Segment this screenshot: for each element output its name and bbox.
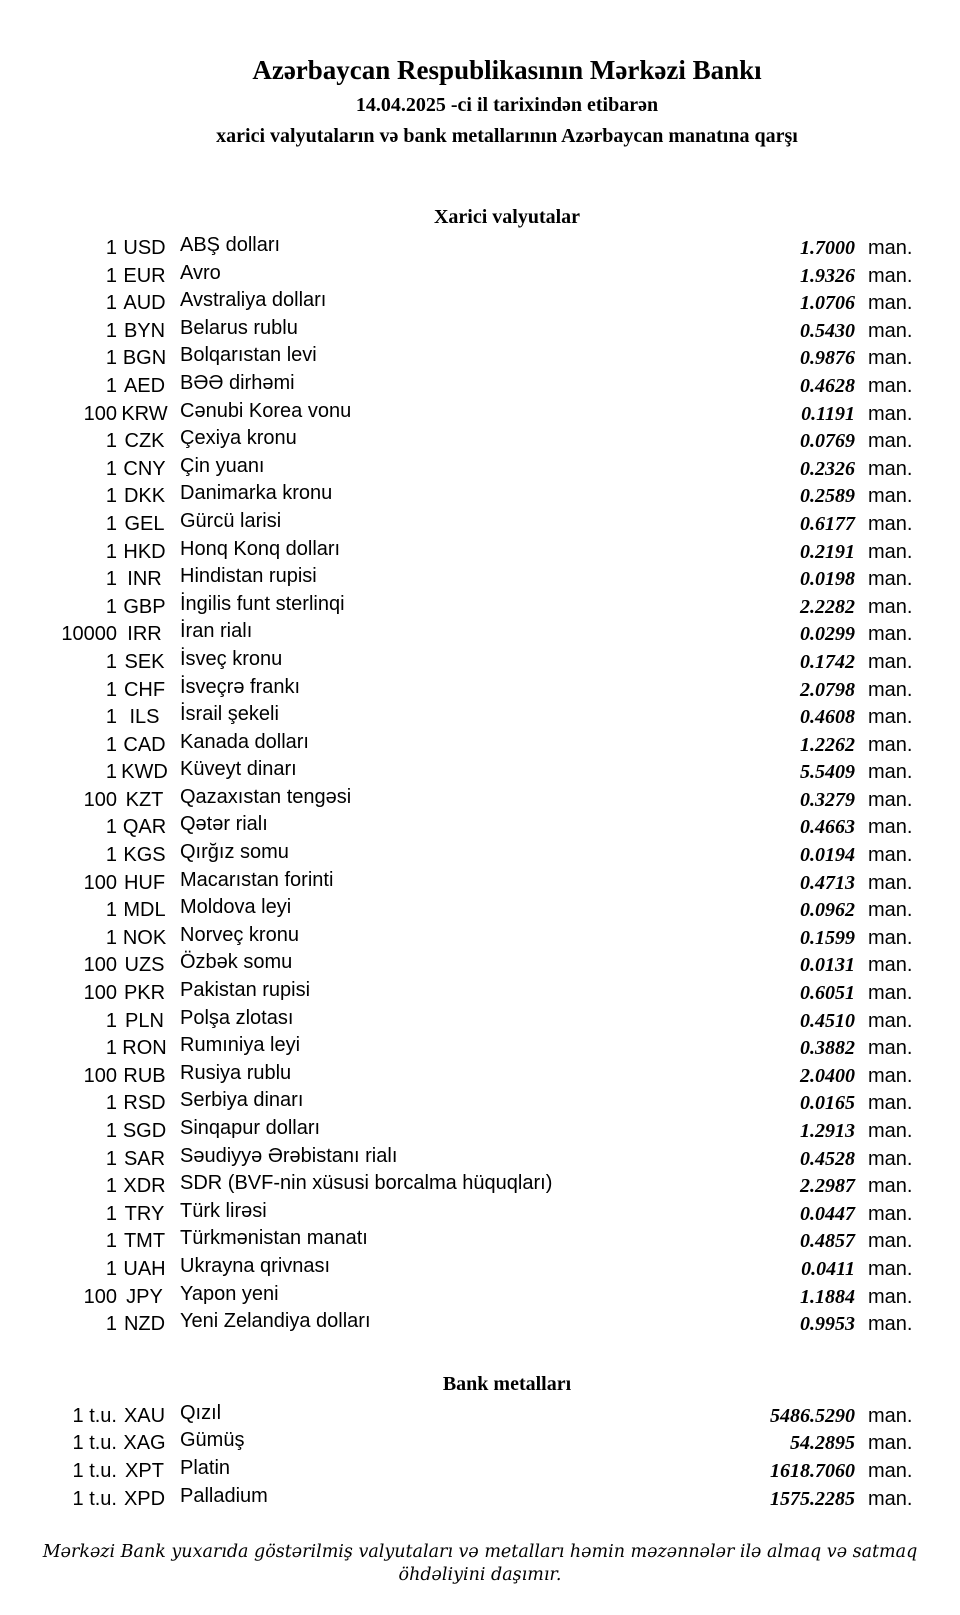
table-row [0, 566, 960, 594]
currency-name: Belarus rublu [180, 316, 298, 339]
currency-code: CHF [123, 678, 166, 701]
table-row [0, 814, 960, 842]
currency-name: Platin [180, 1456, 231, 1479]
quantity: 1 [105, 292, 117, 315]
currency-name: Ukrayna qrivnası [180, 1254, 331, 1277]
currency-name: Qırğız somu [180, 841, 289, 864]
quantity: 1 [105, 926, 117, 949]
rate-value: 2.0400 [800, 1064, 855, 1087]
table-row [0, 483, 960, 511]
quantity: 1 t.u. [72, 1459, 117, 1482]
rate-value: 0.9876 [800, 347, 855, 370]
currency-code: UZS [124, 954, 165, 977]
quantity: 1 [105, 1257, 117, 1280]
currency-code: AUD [123, 292, 166, 315]
unit-label: man. [868, 264, 913, 287]
date-line: 14.04.2025 -ci il tarixindən etibarən [355, 94, 659, 116]
table-row [0, 925, 960, 953]
rate-value: 0.0447 [800, 1202, 855, 1225]
currency-name: Danimarka kronu [180, 482, 333, 505]
rate-value: 2.2282 [800, 595, 855, 618]
rate-value: 0.4663 [800, 816, 855, 839]
currency-name: İsveç kronu [180, 647, 283, 670]
currency-name: Avro [180, 261, 221, 284]
rate-value: 1.7000 [800, 237, 855, 259]
currency-name: Cənubi Korea vonu [180, 399, 352, 422]
quantity: 100 [83, 954, 117, 977]
rate-value: 0.0131 [800, 954, 855, 977]
rate-value: 0.4628 [800, 374, 855, 397]
rate-value: 0.0198 [800, 568, 855, 591]
rate-value: 0.9953 [800, 1313, 855, 1336]
rate-value: 2.0798 [800, 678, 855, 701]
table-row [0, 1035, 960, 1063]
quantity: 1 [105, 1120, 117, 1142]
table-row [0, 621, 960, 649]
unit-label: man. [868, 1230, 913, 1253]
currency-code: TRY [124, 1202, 165, 1225]
unit-label: man. [868, 678, 913, 701]
quantity: 1 [105, 347, 117, 370]
subtitle: xarici valyutaların və bank metallarının Azərbaycan manatına qarşı [216, 125, 798, 147]
table-row [0, 263, 960, 291]
table-row [0, 842, 960, 870]
quantity: 1 [105, 1147, 117, 1170]
currency-code: BGN [122, 347, 167, 370]
currency-name: Polşa zlotası [180, 1006, 294, 1029]
currency-code: SAR [123, 1147, 166, 1170]
currency-code: XAG [123, 1432, 166, 1455]
currency-code: RSD [123, 1092, 166, 1115]
rate-value: 0.1191 [801, 402, 855, 425]
unit-label: man. [868, 982, 913, 1005]
table-row [0, 732, 960, 760]
currency-code: JPY [126, 1285, 163, 1308]
currency-name: Honq Konq dolları [180, 537, 341, 560]
currency-name: Qızıl [180, 1401, 222, 1424]
quantity: 1 [105, 568, 117, 591]
unit-label: man. [868, 1459, 913, 1482]
currency-code: TMT [123, 1230, 166, 1253]
currency-name: İran rialı [180, 620, 253, 643]
quantity: 1 [105, 485, 117, 508]
unit-label: man. [868, 347, 913, 370]
currency-name: Türk lirəsi [180, 1199, 267, 1222]
quantity: 1 [105, 430, 117, 453]
quantity: 1 [105, 1175, 117, 1198]
currency-name: Norveç kronu [180, 923, 299, 946]
quantity: 1 [105, 1202, 117, 1225]
rate-value: 5486.5290 [770, 1404, 855, 1427]
rate-value: 1618.7060 [770, 1459, 855, 1482]
section-title-metals: Bank metalları [442, 1372, 572, 1395]
unit-label: man. [868, 512, 913, 535]
rate-value: 5.5409 [800, 761, 855, 784]
quantity: 1 [105, 761, 117, 784]
currency-code: GBP [123, 595, 166, 618]
currency-name: Sinqapur dolları [180, 1117, 321, 1139]
unit-label: man. [868, 568, 913, 591]
table-row [0, 1486, 960, 1514]
currency-name: İngilis funt sterlinqi [180, 592, 345, 615]
table-row [0, 1063, 960, 1091]
quantity: 100 [83, 982, 117, 1005]
currency-name: Avstraliya dolları [180, 289, 327, 312]
table-row [0, 345, 960, 373]
table-row [0, 1403, 960, 1431]
currency-name: Yeni Zelandiya dolları [180, 1310, 371, 1333]
currency-name: Kanada dolları [180, 730, 309, 753]
unit-label: man. [868, 1120, 913, 1142]
table-row [0, 456, 960, 484]
quantity: 1 [105, 237, 117, 259]
unit-label: man. [868, 761, 913, 784]
quantity: 1 [105, 844, 117, 867]
table-row [0, 1008, 960, 1036]
unit-label: man. [868, 844, 913, 867]
unit-label: man. [868, 1092, 913, 1115]
currency-code: QAR [122, 816, 167, 839]
metals-table [0, 1403, 960, 1513]
currency-code: BYN [123, 319, 166, 342]
currency-code: SGD [122, 1120, 167, 1142]
table-row [0, 1146, 960, 1174]
unit-label: man. [868, 1257, 913, 1280]
quantity: 1 [105, 1037, 117, 1060]
currency-name: Çexiya kronu [180, 427, 297, 450]
table-row [0, 897, 960, 925]
rate-value: 0.0194 [800, 844, 855, 867]
currency-code: INR [127, 568, 162, 591]
unit-label: man. [868, 1285, 913, 1308]
rate-value: 0.6177 [800, 512, 855, 535]
table-row [0, 787, 960, 815]
currency-name: Türkmənistan manatı [180, 1227, 368, 1250]
currency-code: HKD [123, 540, 166, 563]
footer-disclaimer: Mərkəzi Bank yuxarıda göstərilmiş valyutaları və metalları həmin məzənnələr ilə almaq və satmaq öhdəliyini daşımır. [42, 1542, 918, 1586]
quantity: 1 t.u. [72, 1487, 117, 1510]
quantity: 1 [105, 650, 117, 673]
currency-name: Macarıstan forinti [180, 868, 334, 891]
currency-code: DKK [123, 485, 166, 508]
table-row [0, 870, 960, 898]
table-row [0, 1284, 960, 1312]
unit-label: man. [868, 1487, 913, 1510]
currency-code: UAH [123, 1257, 166, 1280]
unit-label: man. [868, 1404, 913, 1427]
unit-label: man. [868, 1037, 913, 1060]
unit-label: man. [868, 788, 913, 811]
rate-value: 0.0411 [801, 1257, 855, 1280]
quantity: 1 [105, 1230, 117, 1253]
quantity: 1 t.u. [72, 1432, 117, 1455]
table-row [0, 1118, 960, 1146]
unit-label: man. [868, 1009, 913, 1032]
currency-code: GEL [124, 512, 165, 535]
table-row [0, 759, 960, 787]
unit-label: man. [868, 1064, 913, 1087]
unit-label: man. [868, 430, 913, 453]
currency-code: CNY [123, 457, 166, 480]
section-title-currencies: Xarici valyutalar [433, 206, 581, 228]
table-row [0, 952, 960, 980]
quantity: 1 [105, 678, 117, 701]
currency-code: IRR [127, 623, 162, 646]
table-row [0, 428, 960, 456]
currency-code: XPD [123, 1487, 166, 1510]
currency-code: KRW [121, 402, 168, 425]
quantity: 1 t.u. [72, 1404, 117, 1427]
unit-label: man. [868, 623, 913, 646]
quantity: 100 [83, 1285, 117, 1308]
rate-value: 0.4528 [800, 1147, 855, 1170]
currency-name: Gürcü larisi [180, 509, 282, 532]
currency-code: CAD [123, 733, 166, 756]
unit-label: man. [868, 540, 913, 563]
currency-name: SDR (BVF-nin xüsusi borcalma hüquqları) [180, 1172, 553, 1195]
rate-value: 1.0706 [800, 292, 855, 315]
currency-name: Moldova leyi [180, 896, 292, 919]
table-row [0, 373, 960, 401]
currency-code: XDR [123, 1175, 166, 1198]
currency-name: Serbiya dinarı [180, 1089, 304, 1112]
currency-code: KZT [125, 788, 164, 811]
quantity: 1 [105, 595, 117, 618]
currency-name: Pakistan rupisi [180, 979, 311, 1002]
currency-code: KWD [121, 761, 168, 784]
unit-label: man. [868, 457, 913, 480]
table-row [0, 1090, 960, 1118]
rate-value: 0.4510 [800, 1009, 855, 1032]
table-row [0, 318, 960, 346]
unit-label: man. [868, 733, 913, 756]
currency-name: Çin yuanı [180, 454, 265, 477]
currency-code: USD [123, 237, 166, 259]
rate-value: 1.2262 [800, 733, 855, 756]
currency-name: Rusiya rublu [180, 1061, 292, 1084]
quantity: 1 [105, 1313, 117, 1336]
quantity: 1 [105, 264, 117, 287]
currency-code: XAU [123, 1404, 166, 1427]
table-row [0, 1311, 960, 1339]
quantity: 100 [83, 788, 117, 811]
rate-value: 0.1742 [800, 650, 855, 673]
unit-label: man. [868, 871, 913, 894]
currency-name: Özbək somu [180, 951, 293, 974]
currency-name: Palladium [180, 1484, 268, 1507]
table-row [0, 539, 960, 567]
currency-name: Səudiyyə Ərəbistanı rialı [180, 1144, 398, 1167]
quantity: 1 [105, 512, 117, 535]
rate-value: 0.5430 [800, 319, 855, 342]
currency-code: NZD [123, 1313, 166, 1336]
currency-name: BƏƏ dirhəmi [180, 371, 295, 394]
currency-code: XPT [125, 1459, 164, 1482]
quantity: 1 [105, 899, 117, 922]
unit-label: man. [868, 485, 913, 508]
table-row [0, 1256, 960, 1284]
rate-value: 0.0769 [800, 430, 855, 453]
rate-value: 0.4608 [800, 706, 855, 729]
table-row [0, 1173, 960, 1201]
unit-label: man. [868, 954, 913, 977]
table-row [0, 290, 960, 318]
table-row [0, 401, 960, 429]
currency-name: ABŞ dolları [180, 234, 281, 256]
rate-value: 0.4713 [800, 871, 855, 894]
rate-value: 1.2913 [800, 1120, 855, 1142]
unit-label: man. [868, 374, 913, 397]
currency-code: AED [123, 374, 166, 397]
rate-value: 0.3279 [800, 788, 855, 811]
page-title: Azərbaycan Respublikasının Mərkəzi Bankı [252, 55, 762, 85]
currency-code: ILS [129, 706, 160, 729]
currency-table [0, 235, 960, 1339]
unit-label: man. [868, 899, 913, 922]
currency-code: RUB [123, 1064, 166, 1087]
currency-code: NOK [122, 926, 167, 949]
currency-code: EUR [123, 264, 166, 287]
table-row [0, 704, 960, 732]
unit-label: man. [868, 595, 913, 618]
unit-label: man. [868, 237, 913, 259]
currency-name: Bolqarıstan levi [180, 344, 317, 367]
rate-value: 0.0299 [800, 623, 855, 646]
rate-value: 1575.2285 [770, 1487, 855, 1510]
quantity: 1 [105, 540, 117, 563]
quantity: 100 [83, 871, 117, 894]
table-row [0, 1458, 960, 1486]
quantity: 1 [105, 1009, 117, 1032]
rate-value: 0.0962 [800, 899, 855, 922]
unit-label: man. [868, 926, 913, 949]
table-row [0, 1430, 960, 1458]
currency-name: Yapon yeni [180, 1282, 279, 1305]
rate-value: 1.1884 [800, 1285, 855, 1308]
rate-value: 54.2895 [790, 1432, 855, 1455]
rate-value: 0.0165 [800, 1092, 855, 1115]
rate-value: 0.2191 [800, 540, 855, 563]
unit-label: man. [868, 1432, 913, 1455]
unit-label: man. [868, 1202, 913, 1225]
unit-label: man. [868, 650, 913, 673]
rate-value: 0.2326 [800, 457, 855, 480]
rate-value: 0.6051 [800, 982, 855, 1005]
quantity: 1 [105, 733, 117, 756]
table-row [0, 677, 960, 705]
currency-name: İsveçrə frankı [180, 675, 301, 698]
quantity: 1 [105, 1092, 117, 1115]
currency-name: Rumıniya leyi [180, 1034, 301, 1057]
currency-code: CZK [124, 430, 165, 453]
table-row [0, 511, 960, 539]
table-row [0, 235, 960, 263]
unit-label: man. [868, 816, 913, 839]
quantity: 1 [105, 319, 117, 342]
unit-label: man. [868, 1313, 913, 1336]
unit-label: man. [868, 402, 913, 425]
currency-code: SEK [124, 650, 165, 673]
quantity: 10000 [61, 623, 117, 646]
unit-label: man. [868, 319, 913, 342]
table-row [0, 980, 960, 1008]
quantity: 1 [105, 816, 117, 839]
table-row [0, 594, 960, 622]
currency-name: Küveyt dinarı [180, 758, 297, 781]
rate-value: 0.2589 [800, 485, 855, 508]
currency-name: İsrail şekeli [180, 703, 279, 726]
currency-code: PLN [125, 1009, 164, 1032]
table-row [0, 1228, 960, 1256]
rate-value: 0.4857 [800, 1230, 855, 1253]
currency-code: MDL [123, 899, 166, 922]
rate-value: 0.1599 [800, 926, 855, 949]
table-row [0, 649, 960, 677]
rate-value: 0.3882 [800, 1037, 855, 1060]
currency-name: Qətər rialı [180, 813, 268, 836]
currency-code: PKR [123, 982, 166, 1005]
currency-name: Qazaxıstan tengəsi [180, 785, 352, 808]
rate-value: 1.9326 [800, 264, 855, 287]
unit-label: man. [868, 706, 913, 729]
rate-value: 2.2987 [800, 1175, 855, 1198]
table-row [0, 1201, 960, 1229]
unit-label: man. [868, 1175, 913, 1198]
currency-code: KGS [123, 844, 166, 867]
quantity: 100 [83, 1064, 117, 1087]
unit-label: man. [868, 1147, 913, 1170]
currency-name: Hindistan rupisi [180, 565, 317, 588]
quantity: 1 [105, 706, 117, 729]
quantity: 1 [105, 457, 117, 480]
unit-label: man. [868, 292, 913, 315]
currency-code: HUF [123, 871, 166, 894]
quantity: 1 [105, 374, 117, 397]
currency-name: Gümüş [180, 1429, 245, 1452]
currency-code: RON [122, 1037, 167, 1060]
quantity: 100 [83, 402, 117, 425]
